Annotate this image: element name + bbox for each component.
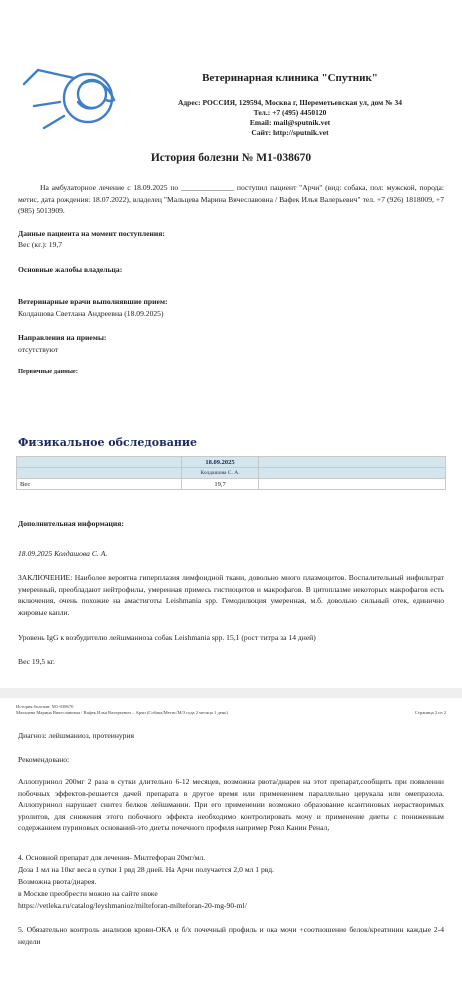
- referrals-heading: Направления на приемы:: [18, 333, 107, 342]
- item-5-text: 5. Обязательно контроль анализов крови-ОКА и б/х почечный профиль и ока мочи +соотношение белок/креатинин каждые 2-4 недели: [18, 925, 444, 946]
- primary-heading: Первичные данные:: [18, 368, 78, 375]
- admission-weight: Вес (кг.): 19,7: [18, 240, 63, 249]
- diagnosis: Диагноз: лейшманиоз, протеинурия: [18, 731, 135, 740]
- page-break: [0, 688, 462, 698]
- intro-paragraph: На амбулаторное лечение с 18.09.2025 по ______________ поступил пациент "Арчи" (вид: собака, пол: мужской, порода: метис, дата рождения: 18.07.2022), владелец "Мальцева Марина Вячеславовна / Вафек Илья Валерьевич" тел. +7 (926) 1818009, +7 (985) 5013909.: [18, 183, 444, 215]
- vets-value: Колдашова Светлана Андреевна (18.09.2025): [18, 309, 164, 318]
- exam-row-value: 19,7: [182, 479, 259, 490]
- exam-table-spacer-2: [259, 468, 446, 479]
- clinic-email[interactable]: Email: mail@sputnik.vet: [249, 118, 331, 127]
- admission-heading: Данные пациента на момент поступления:: [18, 229, 165, 238]
- clinic-address: Адрес: РОССИЯ, 129594, Москва г, Шереметьевская ул, дом № 34: [177, 98, 403, 107]
- clinic-logo: [14, 58, 134, 148]
- item-4-dose: Доза 1 мл на 10кг веса в сутки 1 рвд 28 дней. На Арчи получается 2,0 мл 1 рвд.: [18, 865, 274, 874]
- document-title: История болезни № М1-038670: [150, 152, 312, 164]
- page-number: Страница 2 из 2: [414, 710, 446, 715]
- vets-heading: Ветеринарные врачи выполнявшие прием:: [18, 297, 168, 306]
- exam-table: [16, 456, 446, 490]
- exam-row-empty: [259, 479, 446, 490]
- recommended-heading: Рекомендовано:: [18, 755, 70, 764]
- additional-heading: Дополнительная информация:: [18, 519, 124, 528]
- exam-table-doctor: Колдашова С. А.: [182, 468, 259, 479]
- referrals-value: отсутствуют: [18, 345, 59, 354]
- exam-heading: Физикальное обследование: [18, 436, 198, 449]
- clinic-contacts: [140, 98, 440, 138]
- additional-author: 18.09.2025 Колдашова С. А.: [18, 549, 108, 558]
- exam-table-date: 18.09.2025: [182, 457, 259, 468]
- complaints-heading: Основные жалобы владельца:: [18, 265, 123, 274]
- clinic-phone: Тел.: +7 (495) 4450120: [253, 108, 327, 117]
- footer-line-1: История болезни: М1-038670: [16, 704, 74, 709]
- clinic-site[interactable]: Сайт: http://sputnik.vet: [251, 128, 329, 137]
- exam-row-label: Вес: [17, 479, 182, 490]
- conclusion-text: ЗАКЛЮЧЕНИЕ: Наиболее вероятна гиперплазия лимфоидной ткани, довольно много плазмоцитов. Воспалительный инфильтрат умеренный, преобладают нейтрофилы, умеренная примесь гистиоцитов и макрофагов. В цитоплазме некоторых макрофагов есть включения, очень похожие на амастиготы Leishmania spp. Гемодилюция умеренная, м.б. довольно сильный отек, единично жировые капли.: [18, 573, 444, 617]
- allopurinol-text: Аллопуринол 200мг 2 раза в сутки длительно 6-12 месяцев, возможна рвота/диарея на этот препарат,сообщить при появлении побочных эффектов-решается дачей препарата в другое время или применением параллельно церукала или омепразола. Аллопуринол нарушает синтез белков лейшмании. При его применении возможно образование ксантиновых нерастворимых уролитов, для снижения этого побочного эффекта необходимо контролировать мочу и применение диеты с пониженным содержанием пуриновых оснований-это диеты почечного профиля например Роял Канин Ренал,: [18, 777, 444, 832]
- item-4-link[interactable]: https://vetleka.ru/catalog/leyshmanioz/milteforan-milteforan-20-mg-90-ml/: [18, 901, 247, 910]
- exam-table-spacer: [259, 457, 446, 468]
- item-4-title: 4. Основной препарат для лечения- Милтефоран 20мг/мл.: [18, 853, 206, 862]
- exam-table-corner: [17, 457, 182, 468]
- igg-text: Уровень IgG к возбудителю лейшманиоза собак Leishmania spp. 15,1 (рост титра за 14 дней): [18, 633, 316, 642]
- clinic-name: Ветеринарная клиника "Спутник": [202, 72, 378, 84]
- weight-note: Вес 19,5 кг.: [18, 657, 55, 666]
- item-4-where: в Москве преобрести можно на сайте ниже: [18, 889, 158, 898]
- page-footer: [16, 704, 228, 716]
- exam-table-corner-2: [17, 468, 182, 479]
- item-4-side-effects: Возможна рвота/диарея.: [18, 877, 97, 886]
- footer-line-2: Мальцева Марина Вячеславовна / Вафек Илья Валерьевич – Арчи (Собака/Метис/М/3 года 2 месяца 1 день): [16, 710, 228, 715]
